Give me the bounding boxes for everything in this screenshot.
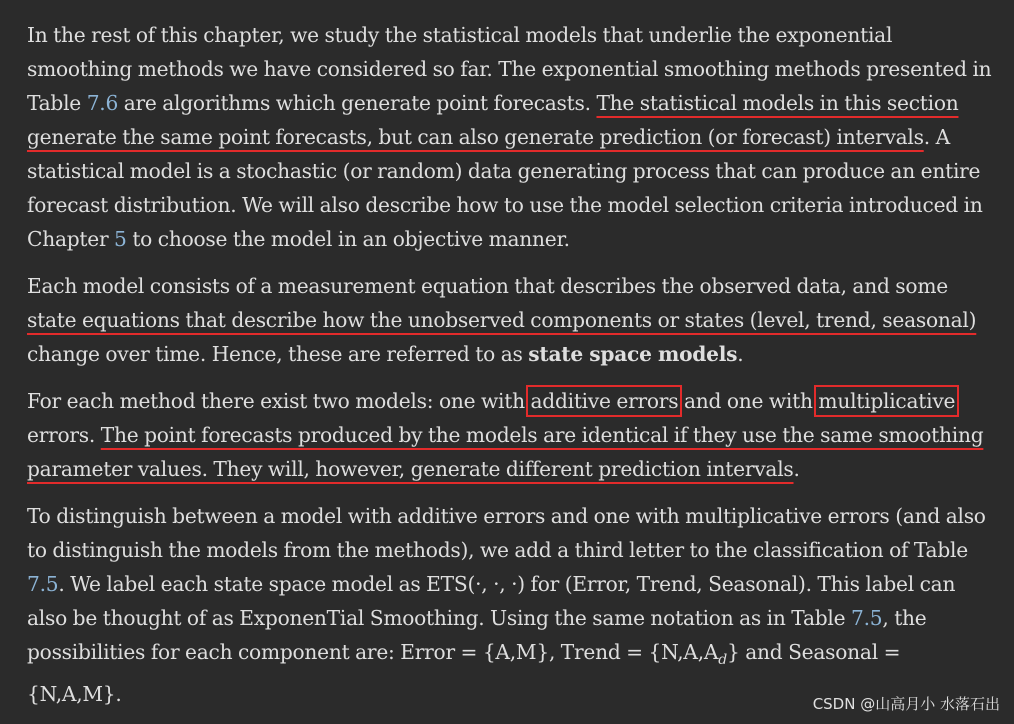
table-link[interactable]: 7.5 bbox=[27, 572, 59, 596]
text: to choose the model in an objective manner. bbox=[126, 227, 570, 251]
underlined-text: The point forecasts produced by the models are identical if they use the same smoothing parameter values. They will, however, generate different prediction intervals bbox=[27, 423, 984, 481]
text: In the rest of this chapter, we study the statistical models that underlie the exponential smoothing methods we have considered so far. The exponential smoothing methods presented in Table bbox=[27, 23, 992, 115]
text: , the possibilities for each component are: Error = {A,M}, Trend = {N,A,A bbox=[27, 606, 927, 664]
text: . bbox=[737, 342, 744, 366]
bold-term: state space models bbox=[528, 342, 738, 366]
text: . A statistical model is a stochastic (or random) data generating process that can produce an entire forecast distribution. We will also describe how to use the model selection criteria introduced in Chapter bbox=[27, 125, 983, 251]
text: are algorithms which generate point forecasts. bbox=[118, 91, 597, 115]
watermark: CSDN @山高月小 水落石出 bbox=[812, 695, 1000, 713]
table-link[interactable]: 7.6 bbox=[86, 91, 119, 115]
boxed-text-additive: additive errors bbox=[530, 389, 679, 413]
text: } and Seasonal = {N,A,M}. bbox=[27, 640, 901, 707]
subscript: d bbox=[718, 652, 727, 669]
text: . bbox=[793, 457, 800, 481]
text: change over time. Hence, these are referred to as bbox=[27, 342, 529, 366]
boxed-text-multiplicative: multiplicative bbox=[818, 389, 956, 413]
underlined-text: state equations that describe how the unobserved components or states (level, trend, seasonal) bbox=[27, 308, 977, 332]
paragraph-1 bbox=[27, 18, 992, 256]
paragraph-3 bbox=[27, 384, 992, 486]
paragraph-2 bbox=[27, 269, 992, 371]
text: errors. bbox=[27, 423, 101, 447]
text: To distinguish between a model with additive errors and one with multiplicative errors (and also to distinguish the models from the methods), we add a third letter to the classification of Table bbox=[27, 504, 986, 562]
table-link[interactable]: 7.5 bbox=[851, 606, 883, 630]
text: and one with bbox=[678, 389, 819, 413]
text: . We label each state space model as ETS(·, ·, ·) for (Error, Trend, Seasonal). This label can also be thought of as ExponenTial Smoothing. Using the same notation as in Table bbox=[27, 572, 956, 630]
text: Each model consists of a measurement equation that describes the observed data, and some bbox=[27, 274, 948, 298]
document-body bbox=[27, 18, 992, 724]
underlined-text: The statistical models in this section generate the same point forecasts, but can also generate prediction (or forecast) intervals bbox=[27, 91, 959, 149]
text: For each method there exist two models: one with bbox=[27, 389, 531, 413]
paragraph-4 bbox=[27, 499, 992, 711]
chapter-link[interactable]: 5 bbox=[114, 227, 127, 251]
